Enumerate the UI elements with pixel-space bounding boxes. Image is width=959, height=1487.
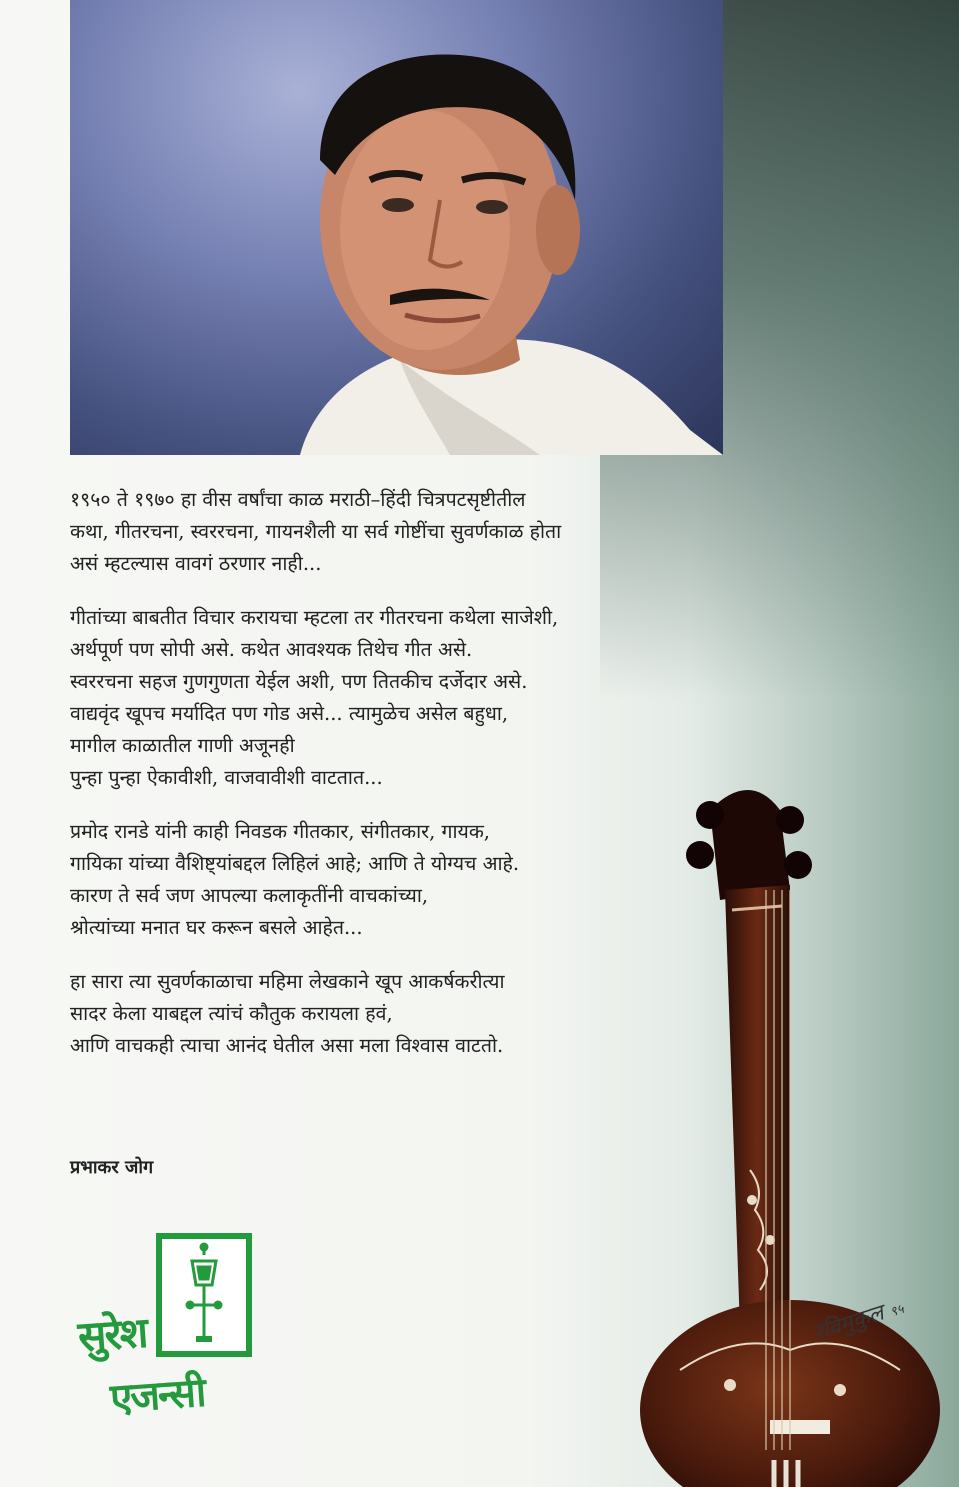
publisher-logo (156, 1233, 252, 1357)
text-line: श्रोत्यांच्या मनात घर करून बसले आहेत... (70, 916, 363, 939)
blurb-text (70, 484, 710, 1084)
text-line: वाद्यवृंद खूपच मर्यादित पण गोड असे... त्यामुळेच असेल बहुधा, (70, 702, 509, 725)
paragraph-1 (70, 484, 710, 580)
text-line: गायिका यांच्या वैशिष्ट्यांबद्दल लिहिलं आहे; आणि ते योग्यच आहे. (70, 852, 520, 875)
signature-year: ९५ (888, 1301, 906, 1321)
text-line: कारण ते सर्व जण आपल्या कलाकृतींनी वाचकांच्या, (70, 884, 429, 907)
lamp-post-icon (162, 1239, 246, 1351)
paragraph-4 (70, 966, 710, 1062)
text-line: आणि वाचकही त्याचा आनंद घेतील असा मला विश्वास वाटतो. (70, 1034, 504, 1057)
text-line: स्वररचना सहज गुणगुणता येईल अशी, पण तितकीच दर्जेदार असे. (70, 670, 528, 693)
tanpura-illustration (640, 770, 959, 1487)
text-line: प्रमोद रानडे यांनी काही निवडक गीतकार, संगीतकार, गायक, (70, 820, 491, 843)
signature-text: रविमुकुल (810, 1300, 887, 1347)
author-name: प्रभाकर जोग (70, 1157, 154, 1178)
paragraph-2 (70, 602, 710, 794)
text-line: पुन्हा पुन्हा ऐकावीशी, वाजवावीशी वाटतात... (70, 766, 383, 789)
publisher-name-line-1: सुरेश (76, 1307, 148, 1362)
paragraph-3 (70, 816, 710, 944)
author-portrait-photo (70, 0, 723, 455)
text-line: असं म्हटल्यास वावगं ठरणार नाही... (70, 552, 322, 575)
text-line: मागील काळातील गाणी अजूनही (70, 734, 295, 757)
text-line: कथा, गीतरचना, स्वररचना, गायनशैली या सर्व गोष्टींचा सुवर्णकाळ होता (70, 520, 562, 543)
text-line: १९५० ते १९७० हा वीस वर्षांचा काळ मराठी–हिंदी चित्रपटसृष्टीतील (70, 488, 526, 511)
text-line: गीतांच्या बाबतीत विचार करायचा म्हटला तर गीतरचना कथेला साजेशी, (70, 606, 559, 629)
text-line: हा सारा त्या सुवर्णकाळाचा महिमा लेखकाने खूप आकर्षकरीत्या (70, 970, 505, 993)
publisher-name-line-2: एजन्सी (108, 1369, 206, 1423)
text-line: अर्थपूर्ण पण सोपी असे. कथेत आवश्यक तिथेच गीत असे. (70, 638, 473, 661)
text-line: सादर केला याबद्दल त्यांचं कौतुक करायला हवं, (70, 1002, 393, 1025)
